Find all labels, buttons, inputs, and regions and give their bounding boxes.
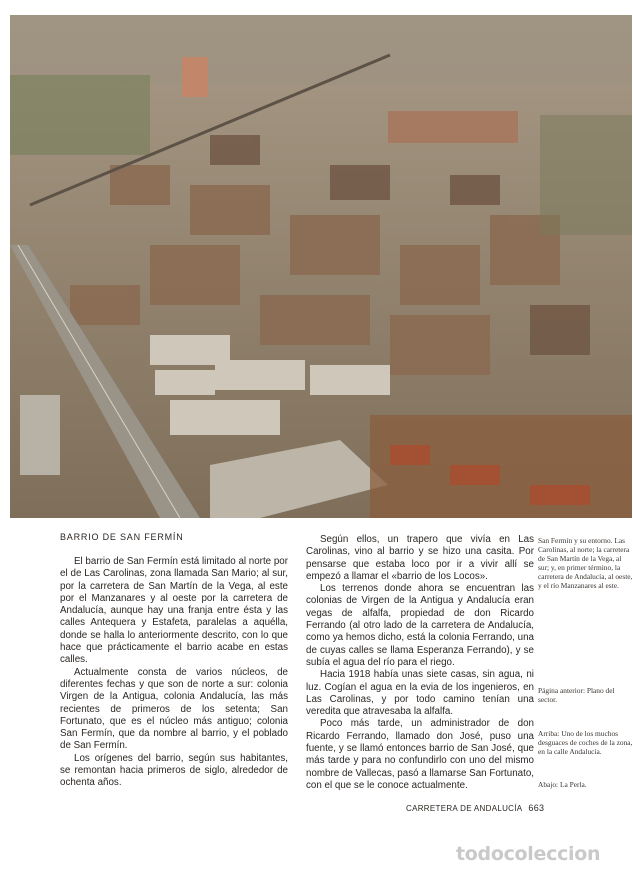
- aerial-photo: [10, 15, 632, 518]
- watermark: todocoleccion: [456, 843, 601, 865]
- photo-caption: San Fermín y su entorno. Las Carolinas, al norte; la carretera de San Martín de la Vega, al sur; y, en primer término, la carretera de Andalucía, al oeste, y el río Manzanares al este.: [538, 536, 633, 590]
- aerial-photo-drawing: [10, 15, 632, 518]
- paragraph: Según ellos, un trapero que vivía en Las Carolinas, vino al barrio y se hizo una casita. Por pensarse que estaba loco por ir a vivir allí se empezó a llamar el «barrio de los Locos».: [306, 534, 534, 582]
- caption-below: Abajo: La Perla.: [538, 780, 587, 789]
- page-number: 663: [528, 803, 545, 813]
- paragraph: Hacia 1918 había unas siete casas, sin agua, ni luz. Cogían el agua en la evia de los ingenieros, en Las Carolinas, y por todo camino tenían una veredita que atravesaba la alfalfa.: [306, 669, 534, 718]
- paragraph: Los orígenes del barrio, según sus habitantes, se remontan hacia primeros de siglo, alrededor de ochenta años.: [60, 752, 288, 789]
- caption-previous-page: Página anterior: Plano del sector.: [538, 686, 615, 704]
- page-footer: [406, 803, 544, 813]
- paragraph: Poco más tarde, un administrador de don Ricardo Ferrando, llamado don José, puso una fuente, y se llamó entonces barrio de San José, que más tarde y para no confundirlo con uno del mismo nombre de Vallecas, pasó a llamarse San Fortunato, con el que se le conoce actualmente.: [306, 718, 534, 791]
- paragraph: Los terrenos donde ahora se encuentran las colonias de Virgen de la Antigua y Andalucía eran vegas de alfalfa, propiedad de don Ricardo Ferrando (al otro lado de la carretera de Andalucía, como ya hemos dicho, está la colonia Ferrando, una de cuyas calles se llama Esperanza Ferrando), y se subía el agua del río para el riego.: [306, 583, 534, 668]
- caption-above: Arriba: Uno de los muchos desguaces de coches de la zona, en la calle Andalucía.: [538, 729, 633, 756]
- footer-section-title: CARRETERA DE ANDALUCÍA: [406, 804, 523, 813]
- paragraph: El barrio de San Fermín está limitado al norte por el de Las Carolinas, zona llamada San Mario; al sur, por la carretera de San Martín de la Vega, al este por el Manzanares y al oeste por la carretera de Andalucía, aunque hay una franja entre ésta y las calles Antequera y Estafeta, paralelas a aquélla, donde se halla lo anteriormente descrito, con lo que hace que prácticamente el barrio acabe en estas calles.: [60, 556, 289, 666]
- article-column-2: [306, 534, 534, 792]
- article-heading: BARRIO DE SAN FERMÍN: [60, 532, 184, 542]
- paragraph: Actualmente consta de varios núcleos, de diferentes fechas y que son de norte a sur: colonia Virgen de la Antigua, colonia Andalucía, las más recientes de primeros de los setenta; San Fortunato, que es el núcleo más antiguo; colonia San Fermín, que da nombre al barrio, y el poblado de San Fermín.: [60, 666, 288, 752]
- article-column-1: [60, 556, 288, 790]
